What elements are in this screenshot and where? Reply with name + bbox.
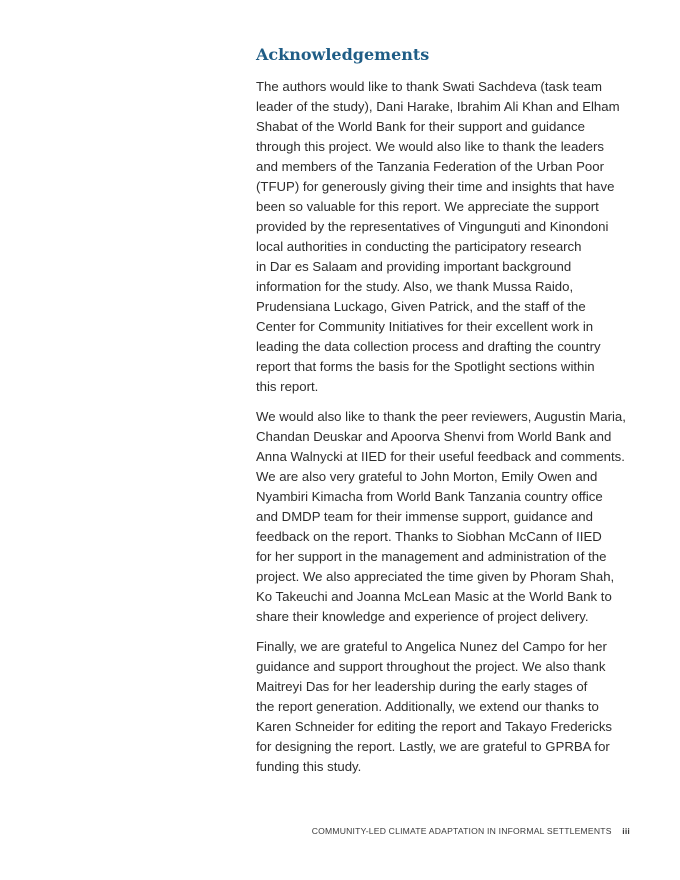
- text-line: Karen Schneider for editing the report and Takayo Fredericks: [256, 719, 613, 734]
- text-line: for designing the report. Lastly, we are grateful to GPRBA for: [256, 739, 610, 754]
- text-line: The authors would like to thank Swati Sachdeva (task team: [256, 79, 602, 94]
- text-line: through this project. We would also like to thank the leaders: [256, 139, 604, 154]
- text-line: funding this study.: [256, 759, 362, 774]
- text-line: We are also very grateful to John Morton, Emily Owen and: [256, 469, 598, 484]
- text-line: (TFUP) for generously giving their time and insights that have: [256, 179, 615, 194]
- text-line: been so valuable for this report. We appreciate the support: [256, 199, 599, 214]
- text-line: the report generation. Additionally, we extend our thanks to: [256, 699, 599, 714]
- text-line: leader of the study), Dani Harake, Ibrahim Ali Khan and Elham: [256, 99, 620, 114]
- page-number: iii: [622, 826, 630, 836]
- text-line: guidance and support throughout the project. We also thank: [256, 659, 606, 674]
- main-content: [256, 44, 634, 787]
- running-title: COMMUNITY-LED CLIMATE ADAPTATION IN INFORMAL SETTLEMENTS: [311, 826, 612, 836]
- text-line: feedback on the report. Thanks to Siobhan McCann of IIED: [256, 529, 602, 544]
- paragraph-2: [256, 407, 634, 627]
- text-line: provided by the representatives of Vingunguti and Kinondoni: [256, 219, 609, 234]
- text-line: in Dar es Salaam and providing important background: [256, 259, 572, 274]
- paragraph-3: [256, 637, 634, 777]
- text-line: Finally, we are grateful to Angelica Nunez del Campo for her: [256, 639, 607, 654]
- text-line: Center for Community Initiatives for their excellent work in: [256, 319, 594, 334]
- text-line: Prudensiana Luckago, Given Patrick, and the staff of the: [256, 299, 586, 314]
- page-footer: [312, 826, 630, 836]
- text-line: and DMDP team for their immense support, guidance and: [256, 509, 593, 524]
- text-line: local authorities in conducting the participatory research: [256, 239, 582, 254]
- text-line: and members of the Tanzania Federation of the Urban Poor: [256, 159, 604, 174]
- text-line: this report.: [256, 379, 319, 394]
- text-line: Anna Walnycki at IIED for their useful feedback and comments.: [256, 449, 625, 464]
- text-line: Ko Takeuchi and Joanna McLean Masic at the World Bank to: [256, 589, 612, 604]
- paragraph-1: [256, 77, 634, 397]
- text-line: Shabat of the World Bank for their support and guidance: [256, 119, 585, 134]
- text-line: report that forms the basis for the Spotlight sections within: [256, 359, 595, 374]
- text-line: for her support in the management and administration of the: [256, 549, 607, 564]
- text-line: information for the study. Also, we thank Mussa Raido,: [256, 279, 574, 294]
- text-line: share their knowledge and experience of project delivery.: [256, 609, 589, 624]
- text-line: Chandan Deuskar and Apoorva Shenvi from World Bank and: [256, 429, 612, 444]
- text-line: We would also like to thank the peer reviewers, Augustin Maria,: [256, 409, 626, 424]
- text-line: Nyambiri Kimacha from World Bank Tanzania country office: [256, 489, 603, 504]
- text-line: Maitreyi Das for her leadership during the early stages of: [256, 679, 588, 694]
- text-line: leading the data collection process and drafting the country: [256, 339, 601, 354]
- page-title: Acknowledgements: [256, 45, 430, 64]
- text-line: project. We also appreciated the time given by Phoram Shah,: [256, 569, 615, 584]
